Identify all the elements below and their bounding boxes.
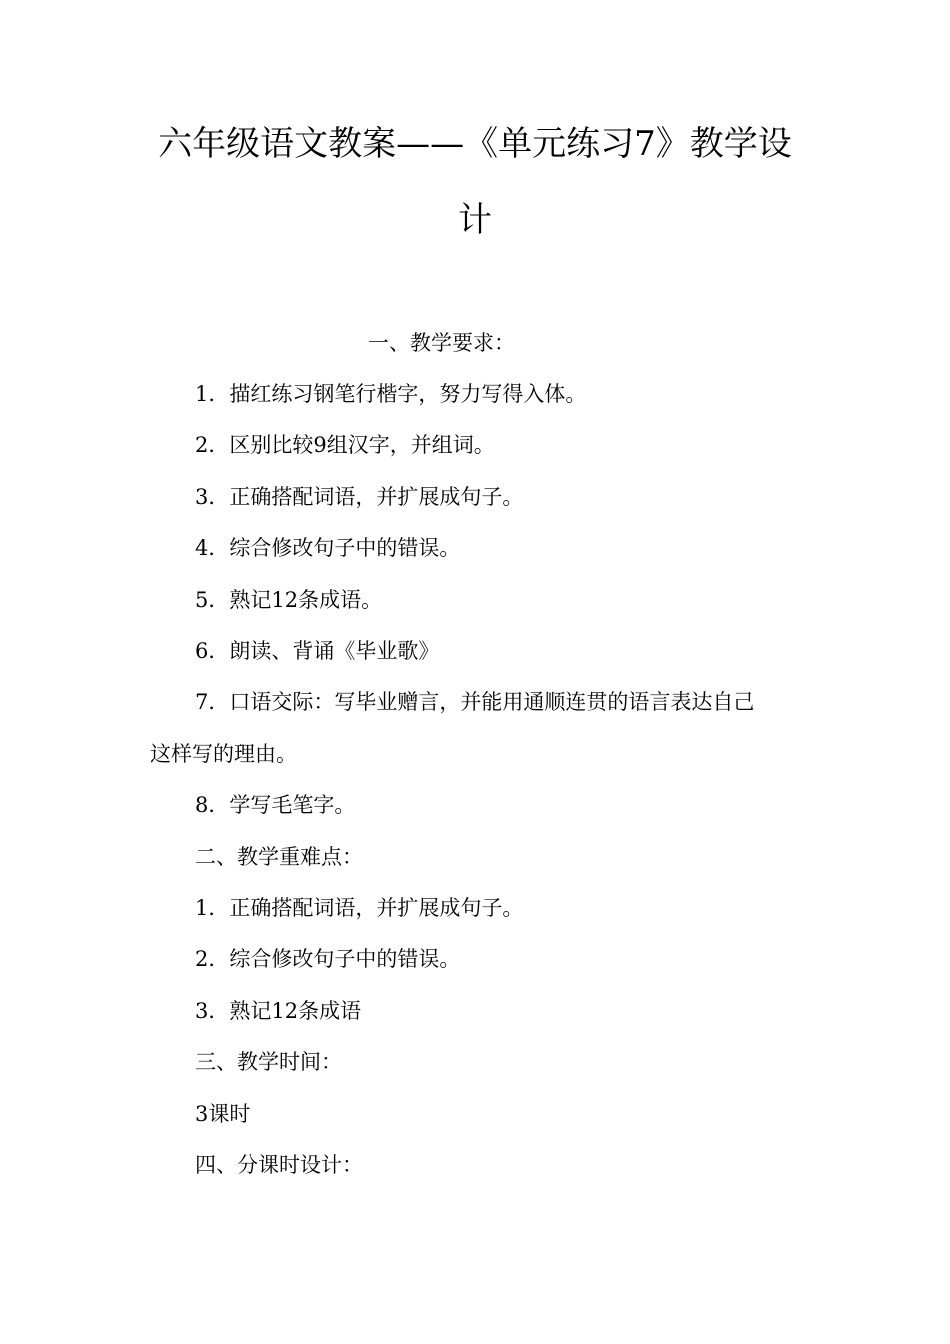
requirement-item-6: 6．朗读、背诵《毕业歌》 — [195, 639, 440, 663]
requirement-item-8: 8．学写毛笔字。 — [195, 793, 356, 817]
requirement-item-1: 1．描红练习钢笔行楷字，努力写得入体。 — [195, 382, 587, 406]
key-point-item-2: 2．综合修改句子中的错误。 — [195, 947, 461, 971]
requirement-item-4: 4．综合修改句子中的错误。 — [195, 536, 461, 560]
requirement-item-3: 3．正确搭配词语，并扩展成句子。 — [195, 485, 524, 509]
requirement-item-2: 2．区别比较9组汉字，并组词。 — [195, 433, 495, 457]
key-point-item-3: 3．熟记12条成语 — [195, 999, 362, 1023]
section-heading-requirements: 一、教学要求： — [368, 331, 515, 355]
document-title-line-1: 六年级语文教案——《单元练习7》教学设 — [158, 124, 792, 164]
teaching-time-value: 3课时 — [195, 1102, 251, 1126]
requirement-item-7: 7．口语交际：写毕业赠言，并能用通顺连贯的语言表达自己 — [195, 690, 755, 714]
section-heading-teaching-time: 三、教学时间： — [195, 1050, 342, 1074]
section-heading-key-points: 二、教学重难点： — [195, 845, 363, 869]
section-heading-lesson-design: 四、分课时设计： — [195, 1153, 363, 1177]
requirement-item-5: 5．熟记12条成语。 — [195, 588, 383, 612]
document-title-line-2: 计 — [458, 200, 492, 240]
key-point-item-1: 1．正确搭配词语，并扩展成句子。 — [195, 896, 524, 920]
requirement-item-7-continued: 这样写的理由。 — [150, 742, 297, 766]
